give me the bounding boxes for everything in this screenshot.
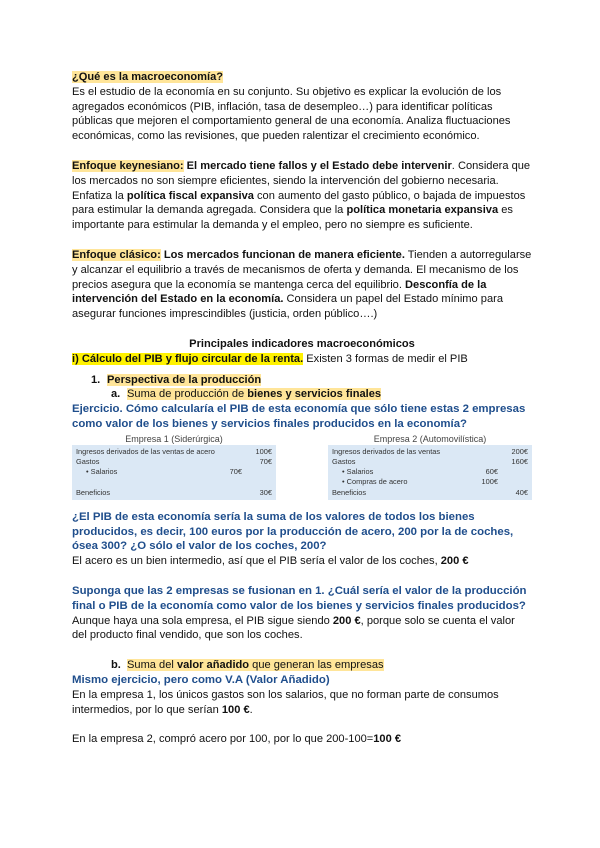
cell-label bbox=[76, 477, 78, 487]
clasico-label: Enfoque clásico: bbox=[72, 248, 161, 261]
indicadores-sub bbox=[72, 352, 532, 367]
indicadores-heading: Principales indicadores macroeconómicos bbox=[189, 337, 415, 350]
table-row bbox=[76, 447, 272, 457]
cell-mid: 70€ bbox=[229, 467, 242, 477]
cell-label: Gastos bbox=[332, 456, 356, 466]
question-3: Suponga que las 2 empresas se fusionan en 1. ¿Cuál sería el valor de la producción final o PIB de la economía como valor de los bienes y servicios finales producidos? bbox=[72, 584, 527, 612]
table-empresa-2 bbox=[328, 434, 532, 500]
bold-run: Desconfía de la intervención del Estado en la economía. bbox=[72, 278, 487, 306]
answer-2 bbox=[72, 554, 532, 569]
list-letter: b. bbox=[111, 659, 121, 672]
table-row bbox=[332, 477, 528, 487]
cell-label: Ingresos derivados de las ventas bbox=[332, 446, 441, 456]
answer-3 bbox=[72, 614, 532, 644]
cell-value: 200€ bbox=[511, 446, 528, 456]
list-label: Perspectiva de la producción bbox=[107, 373, 262, 386]
list-letter: a. bbox=[111, 388, 121, 401]
table-row bbox=[76, 477, 272, 487]
bold-run: bienes y servicios finales bbox=[247, 388, 382, 401]
pib-subtitle: i) Cálculo del PIB y flujo circular de la renta. bbox=[72, 352, 304, 365]
cell-label: Ingresos derivados de las ventas de acero bbox=[76, 446, 215, 456]
highlight-span bbox=[127, 659, 384, 671]
text-run: En la empresa 2, compró acero por 100, por lo que 200-100= bbox=[72, 733, 374, 746]
table-row bbox=[332, 488, 528, 498]
cell-value: 160€ bbox=[511, 456, 528, 466]
list-item-1 bbox=[72, 373, 532, 388]
bold-run: política monetaria expansiva bbox=[346, 204, 499, 217]
bold-run: 100 € bbox=[221, 703, 250, 716]
text-run: es importante para estimular la demanda y el empleo, pero no siempre es suficiente. bbox=[72, 204, 513, 232]
cell-value: 40€ bbox=[515, 487, 528, 497]
keynes-label: Enfoque keynesiano: bbox=[72, 159, 184, 172]
bold-run: política fiscal expansiva bbox=[126, 189, 254, 202]
table-body bbox=[72, 445, 276, 500]
ejercicio-text: Ejercicio. Cómo calcularía el PIB de esta economía que sólo tiene estas 2 empresas como valor de los bienes y servicios finales producidos en la economía? bbox=[72, 403, 526, 430]
table-row bbox=[76, 467, 272, 477]
va-paragraph-2 bbox=[72, 732, 532, 747]
document-page bbox=[72, 70, 532, 747]
text-run: Considera un papel del Estado mínimo para asegurar funciones imprescindibles (justicia, orden público….) bbox=[72, 293, 503, 321]
tables-row bbox=[72, 434, 532, 500]
table-empresa-1 bbox=[72, 434, 276, 500]
text-run: En la empresa 1, los únicos gastos son los salarios, que no forman parte de consumos intermedios, por lo que serían bbox=[72, 688, 499, 716]
bold-run: 200 € bbox=[440, 555, 469, 568]
table-body bbox=[328, 445, 532, 500]
text-run: Tienden a autorregularse y alcanzar el equilibrio a través de mecanismos de oferta y demanda. El mecanismo de los precios asegura que la economía se mantenga cerca del equilibrio. bbox=[72, 248, 532, 291]
cell-label: • Salarios bbox=[342, 467, 374, 477]
cell-value: 30€ bbox=[259, 487, 272, 497]
text-run: Suma de producción de bbox=[127, 388, 248, 401]
table-caption: Empresa 1 (Siderúrgica) bbox=[125, 433, 223, 444]
text-run: que generan las empresas bbox=[249, 659, 384, 672]
text-run: Existen 3 formas de medir el PIB bbox=[303, 352, 468, 365]
text-run: Suma del bbox=[127, 659, 177, 672]
cell-label: Beneficios bbox=[76, 487, 111, 497]
va-title: Mismo ejercicio, pero como V.A (Valor Añadido) bbox=[72, 673, 330, 686]
cell-label: • Salarios bbox=[86, 467, 118, 477]
macro-title: ¿Qué es la macroeconomía? bbox=[72, 71, 224, 83]
text-run: , porque solo se cuenta el valor del producto final vendido, que son los coches. bbox=[72, 614, 515, 642]
clasico-headline: Los mercados funcionan de manera eficiente. bbox=[160, 248, 405, 261]
list-number: 1. bbox=[91, 373, 101, 386]
cell-label: Gastos bbox=[76, 456, 100, 466]
text-run: con aumento del gasto público, o bajada de impuestos para estimular la demanda agregada. Considera que la bbox=[72, 189, 526, 217]
question-2: ¿El PIB de esta economía sería la suma de los valores de todos los bienes producidos, es decir, 100 euros por la producción de acero, 200 por la de coches, ósea 300? ¿O sólo el valor de los coches, 200? bbox=[72, 510, 514, 553]
text-run: El acero es un bien intermedio, así que el PIB sería el valor de los coches, bbox=[72, 555, 441, 568]
table-row bbox=[332, 467, 528, 477]
list-item-a bbox=[72, 387, 532, 402]
keynes-headline: El mercado tiene fallos y el Estado debe intervenir bbox=[183, 159, 452, 172]
text-run: . Considera que los mercados no son siempre eficientes, siendo la intervención del gobierno necesaria. Enfatiza la bbox=[72, 159, 531, 202]
list-item-b bbox=[72, 658, 532, 673]
cell-value: 100€ bbox=[255, 446, 272, 456]
table-caption: Empresa 2 (Automovilística) bbox=[373, 433, 487, 444]
text-run: . bbox=[249, 703, 253, 716]
section-title bbox=[72, 70, 532, 85]
cell-mid: 60€ bbox=[485, 467, 498, 477]
highlight-span bbox=[127, 388, 381, 400]
cell-label: • Compras de acero bbox=[342, 477, 408, 487]
cell-value: 70€ bbox=[259, 456, 272, 466]
bold-run: 200 € bbox=[332, 614, 361, 627]
table-row bbox=[332, 457, 528, 467]
cell-label: Beneficios bbox=[332, 487, 367, 497]
va-paragraph-1 bbox=[72, 688, 532, 718]
cell-mid: 100€ bbox=[481, 477, 498, 487]
table-row bbox=[332, 447, 528, 457]
text-run: Aunque haya una sola empresa, el PIB sigue siendo bbox=[72, 614, 333, 627]
keynes-paragraph bbox=[72, 159, 532, 233]
bold-run: valor añadido bbox=[176, 659, 250, 672]
paragraph: Es el estudio de la economía en su conjunto. Su objetivo es explicar la evolución de los agregados económicos (PIB, inflación, tasa de desempleo…) para identificar políticas públicas que mejoren el comportamiento general de una economía. Analiza fluctuaciones económicas, como las revisiones, que pueden ralentizar el crecimiento económico. bbox=[72, 85, 511, 143]
clasico-paragraph bbox=[72, 248, 532, 322]
table-row bbox=[76, 457, 272, 467]
bold-run: 100 € bbox=[373, 733, 402, 746]
table-row bbox=[76, 488, 272, 498]
